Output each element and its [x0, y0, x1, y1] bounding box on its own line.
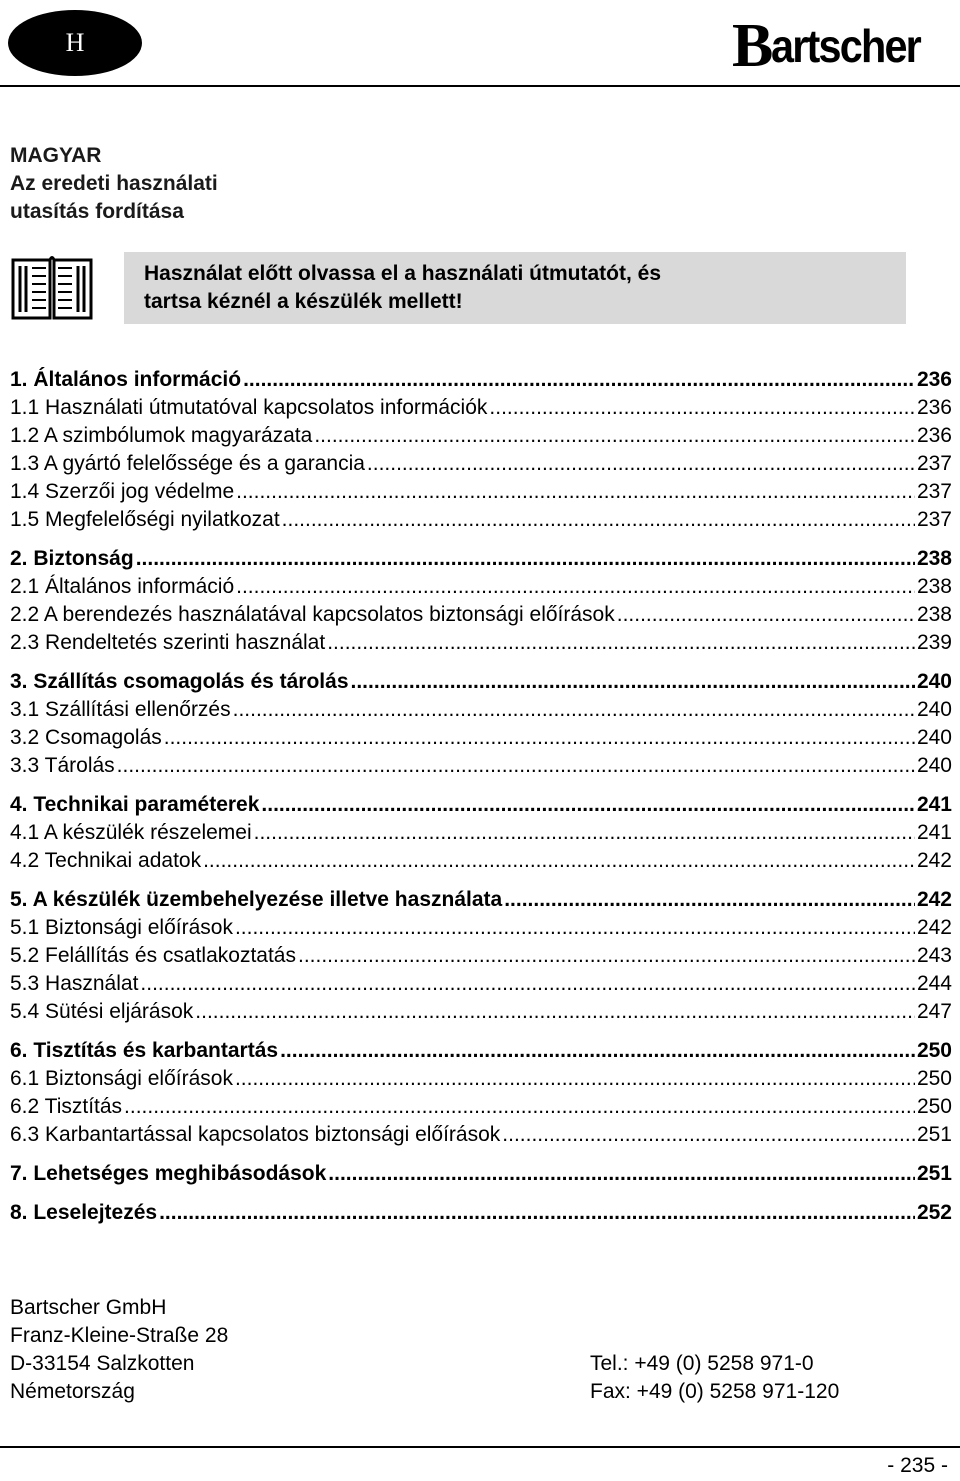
toc-entry[interactable] [10, 696, 952, 724]
toc-entry[interactable] [10, 506, 952, 534]
toc-entry[interactable] [10, 1199, 952, 1227]
toc-page: 242 [916, 888, 952, 911]
toc-entry[interactable] [10, 366, 952, 394]
toc-label: 6.3 Karbantartással kapcsolatos biztonsági előírások [10, 1123, 501, 1146]
toc-page: 244 [916, 972, 952, 995]
toc-entry[interactable] [10, 450, 952, 478]
footer-divider [0, 1446, 960, 1448]
toc-label: 3. Szállítás csomagolás és tárolás [10, 670, 349, 693]
toc-label: 5.2 Felállítás és csatlakoztatás [10, 944, 296, 967]
toc-label: 4.2 Technikai adatok [10, 849, 202, 872]
language-code: H [65, 28, 85, 57]
toc-label: 6.1 Biztonsági előírások [10, 1067, 233, 1090]
logo-initial: B [732, 12, 772, 80]
toc-page: 237 [916, 480, 952, 503]
manufacturer-address [10, 1294, 910, 1406]
toc-entry[interactable] [10, 1121, 952, 1149]
toc-page: 241 [916, 821, 952, 844]
safety-notice [124, 252, 906, 324]
toc-page: 241 [916, 793, 952, 816]
toc-label: 5.1 Biztonsági előírások [10, 916, 233, 939]
toc-page: 240 [916, 698, 952, 721]
page-number: - 235 - [887, 1454, 948, 1477]
toc-label: 1. Általános információ [10, 368, 242, 391]
toc-page: 251 [916, 1162, 952, 1185]
toc-entry[interactable] [10, 942, 952, 970]
toc-page: 238 [916, 575, 952, 598]
bartscher-logo [732, 14, 946, 78]
toc-label: 1.2 A szimbólumok magyarázata [10, 424, 313, 447]
toc-entry[interactable] [10, 601, 952, 629]
company-name: Bartscher GmbH [10, 1296, 167, 1319]
toc-page: 242 [916, 849, 952, 872]
toc-entry[interactable] [10, 970, 952, 998]
translation-note-line-1: Az eredeti használati [10, 172, 218, 195]
toc-label: 3.2 Csomagolás [10, 726, 162, 749]
language-badge [8, 10, 142, 76]
toc-page: 240 [916, 670, 952, 693]
toc-label: 1.3 A gyártó felelőssége és a garancia [10, 452, 365, 475]
toc-entry[interactable] [10, 394, 952, 422]
toc-label: 4.1 A készülék részelemei [10, 821, 252, 844]
toc-entry[interactable] [10, 752, 952, 780]
toc-label: 6.2 Tisztítás [10, 1095, 123, 1118]
toc-label: 4. Technikai paraméterek [10, 793, 260, 816]
fax-number: Fax: +49 (0) 5258 971-120 [590, 1380, 840, 1403]
toc-page: 250 [916, 1039, 952, 1062]
toc-label: 5. A készülék üzembehelyezése illetve használata [10, 888, 503, 911]
toc-label: 2. Biztonság [10, 547, 134, 570]
toc-entry[interactable] [10, 545, 952, 573]
street-address: Franz-Kleine-Straße 28 [10, 1324, 229, 1347]
toc-page: 238 [916, 603, 952, 626]
translation-note-line-2: utasítás fordítása [10, 200, 184, 223]
language-name: MAGYAR [10, 144, 102, 167]
toc-entry[interactable] [10, 629, 952, 657]
toc-page: 237 [916, 508, 952, 531]
toc-page: 240 [916, 754, 952, 777]
toc-entry[interactable] [10, 1160, 952, 1188]
phone-number: Tel.: +49 (0) 5258 971-0 [590, 1352, 814, 1375]
toc-page: 239 [916, 631, 952, 654]
header-divider [0, 85, 960, 87]
toc-entry[interactable] [10, 1037, 952, 1065]
toc-entry[interactable] [10, 847, 952, 875]
toc-page: 250 [916, 1095, 952, 1118]
toc-page: 237 [916, 452, 952, 475]
toc-page: 236 [916, 424, 952, 447]
toc-page: 242 [916, 916, 952, 939]
toc-entry[interactable] [10, 914, 952, 942]
toc-entry[interactable] [10, 1065, 952, 1093]
toc-page: 243 [916, 944, 952, 967]
toc-page: 251 [916, 1123, 952, 1146]
toc-label: 1.5 Megfelelőségi nyilatkozat [10, 508, 280, 531]
toc-label: 2.2 A berendezés használatával kapcsolatos biztonsági előírások [10, 603, 615, 626]
toc-entry[interactable] [10, 724, 952, 752]
toc-page: 236 [916, 368, 952, 391]
city: D-33154 Salzkotten [10, 1352, 195, 1375]
toc-page: 238 [916, 547, 952, 570]
table-of-contents [10, 366, 952, 1227]
toc-page: 236 [916, 396, 952, 419]
toc-page: 250 [916, 1067, 952, 1090]
toc-page: 240 [916, 726, 952, 749]
toc-entry[interactable] [10, 573, 952, 601]
toc-label: 8. Leselejtezés [10, 1201, 158, 1224]
toc-label: 5.4 Sütési eljárások [10, 1000, 194, 1023]
toc-label: 6. Tisztítás és karbantartás [10, 1039, 279, 1062]
toc-label: 7. Lehetséges meghibásodások [10, 1162, 327, 1185]
toc-entry[interactable] [10, 422, 952, 450]
toc-entry[interactable] [10, 819, 952, 847]
toc-entry[interactable] [10, 791, 952, 819]
notice-line-1: Használat előtt olvassa el a használati útmutatót, és [144, 262, 661, 285]
toc-entry[interactable] [10, 998, 952, 1026]
toc-label: 1.4 Szerzői jog védelme [10, 480, 235, 503]
toc-entry[interactable] [10, 886, 952, 914]
toc-label: 2.3 Rendeltetés szerinti használat [10, 631, 326, 654]
country: Németország [10, 1380, 135, 1403]
toc-label: 5.3 Használat [10, 972, 139, 995]
toc-label: 3.3 Tárolás [10, 754, 115, 777]
book-icon [10, 252, 94, 324]
toc-label: 3.1 Szállítási ellenőrzés [10, 698, 231, 721]
toc-entry[interactable] [10, 668, 952, 696]
toc-entry[interactable] [10, 1093, 952, 1121]
logo-wordmark: artscher [771, 20, 921, 72]
language-heading [10, 142, 218, 226]
notice-line-2: tartsa kéznél a készülék mellett! [144, 290, 463, 313]
toc-label: 1.1 Használati útmutatóval kapcsolatos információk [10, 396, 488, 419]
toc-page: 252 [916, 1201, 952, 1224]
toc-entry[interactable] [10, 478, 952, 506]
toc-label: 2.1 Általános információ [10, 575, 235, 598]
toc-page: 247 [916, 1000, 952, 1023]
